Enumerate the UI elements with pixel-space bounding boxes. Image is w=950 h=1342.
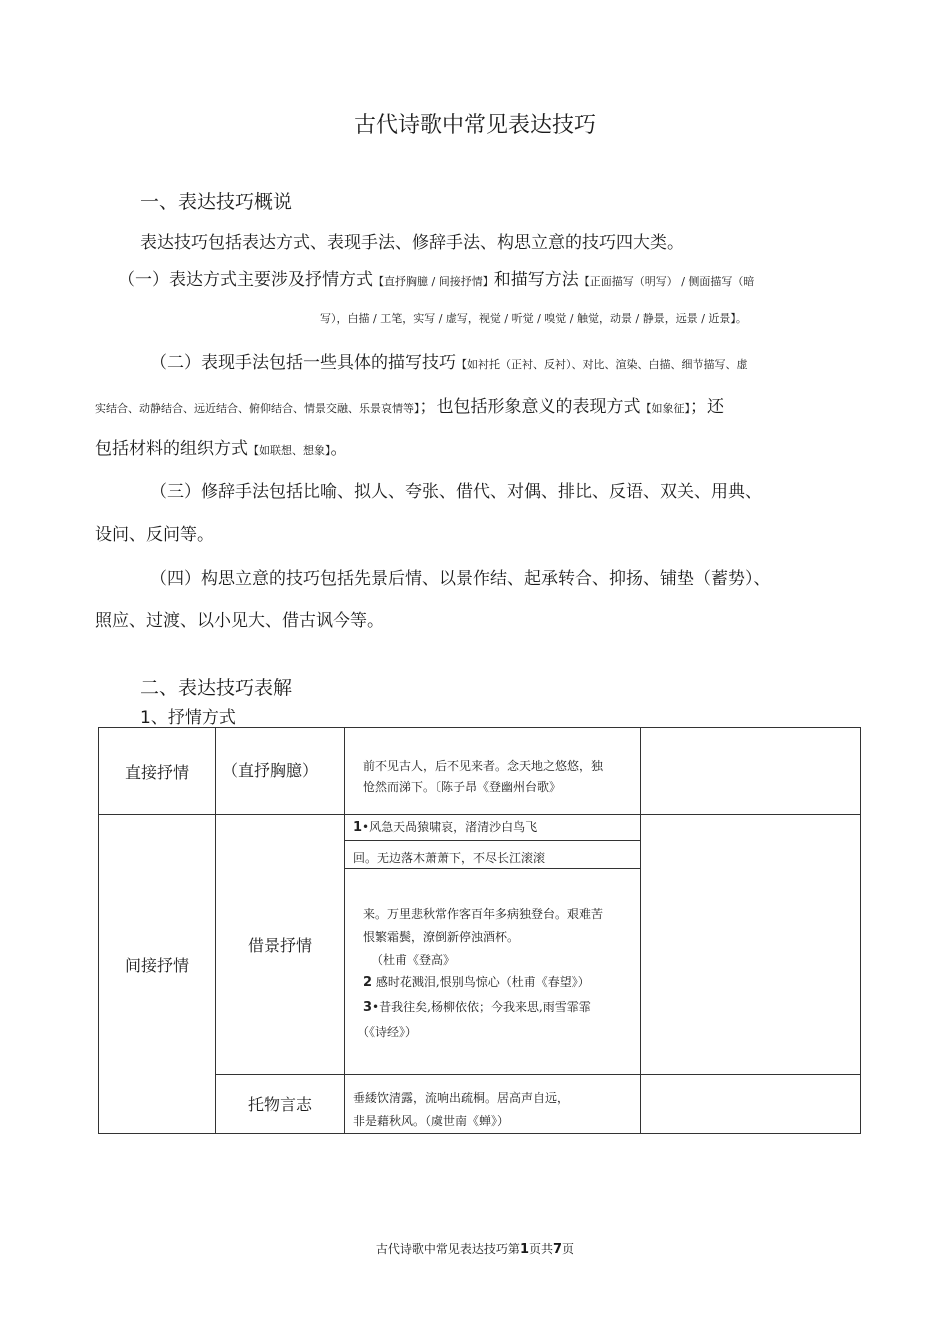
paragraph-4-line-2: 照应、过渡、以小见大、借古讽今等。: [95, 611, 384, 631]
p2-text-f: ；还: [690, 397, 724, 417]
p1-note-d: 【正面描写（明写） / 侧面描写（暗: [578, 275, 755, 288]
lyric-methods-table: [98, 727, 861, 1134]
p1-text-a: （一）表达方式主要涉及抒情方式: [118, 270, 373, 290]
cell-object-empty: [641, 1075, 861, 1134]
scene-example-1-line-1: [345, 815, 640, 841]
section-2-heading: 二、表达技巧表解: [140, 677, 293, 699]
cell-direct-sub: （直抒胸臆）: [216, 728, 345, 815]
cell-object-example: [345, 1075, 641, 1134]
cell-scene-examples: [345, 815, 641, 1075]
ex1-line-1-text: •风急天咼猿啸哀，渚清沙白鸟飞: [362, 820, 538, 834]
footer-page-number: 1: [519, 1242, 529, 1257]
paragraph-1-line-2: 写），白描 / 工笔，实写 / 虚写，视觉 / 听觉 / 嗅觉 / 触觉，动景 / 静景，远景 / 近景】。: [320, 312, 747, 325]
subsection-heading: 1、抒情方式: [140, 708, 236, 728]
ex3-number: 3: [363, 1000, 373, 1016]
paragraph-3-line-1: （三）修辞手法包括比喻、拟人、夸张、借代、对偶、排比、反语、双关、用典、: [150, 482, 762, 502]
footer-total-pages: 7: [553, 1242, 563, 1257]
paragraph-2-line-3: [95, 434, 348, 459]
intro-paragraph: 表达技巧包括表达方式、表现手法、修辞手法、构思立意的技巧四大类。: [140, 233, 684, 253]
ex2-number: 2: [363, 975, 373, 991]
ex3-line-2: （《诗经》）: [357, 1024, 418, 1039]
paragraph-4-line-1: （四）构思立意的技巧包括先景后情、以景作结、起承转合、抑扬、铺垫（蓄势）、: [150, 569, 771, 589]
ex1-line-5: （杜甫《登高》: [371, 952, 456, 967]
paragraph-3-line-2: 设问、反问等。: [95, 525, 214, 545]
ex2-text: 感时花溅泪,恨别鸟惊心（杜甫《春望》）: [375, 975, 590, 990]
cell-direct: 直接抒情: [99, 728, 216, 815]
ex1-line-3: 来。万里悲秋常作客百年多病独登台。艰难苦: [363, 907, 604, 921]
ex1-line-4: 恨繁霜鬓，潦倒新停浊酒杯。: [363, 929, 520, 944]
object-example-line-1: 垂緌饮清露，流响出疏桐。居高声自远，: [353, 1091, 570, 1105]
cell-direct-empty: [641, 728, 861, 815]
scene-example-2: [363, 971, 632, 996]
table-row-scene: [99, 815, 861, 1075]
direct-example-line-1: 前不见古人，后不见来者。念天地之悠悠，独: [363, 759, 604, 773]
cell-object: 托物言志: [216, 1075, 345, 1134]
cell-scene-empty: [641, 815, 861, 1075]
footer-text-c: 页: [562, 1242, 575, 1256]
scene-example-1-rest: [345, 869, 640, 1044]
ex1-number: 1: [353, 820, 363, 835]
cell-indirect: 间接抒情: [99, 815, 216, 1134]
object-example-line-2: 非是藉秋风。（虞世南《蝉》）: [353, 1113, 510, 1128]
scene-example-3: [363, 996, 632, 1021]
scene-example-1-line-2: 回。无边落木萧萧下，不尽长江滚滚: [345, 841, 640, 869]
p1-note-b: 【直抒胸臆 / 间接抒情】: [373, 275, 494, 288]
p2-note-b: 【如衬托（正衬、反衬）、对比、渲染、白描、细节描写、虚: [456, 358, 748, 371]
direct-example-line-2: 怆然而涕下。〔陈子昂《登幽州台歌》: [363, 780, 562, 794]
cell-direct-example: [345, 728, 641, 815]
cell-scene: 借景抒情: [216, 815, 345, 1075]
p1-text-c: 和描写方法: [493, 270, 579, 290]
p2-text-a-real: （二）表现手法包括一些具体的描写技巧: [150, 353, 456, 373]
p2-text-i: 。: [330, 439, 348, 459]
paragraph-2-line-2: [95, 392, 724, 417]
footer-text-b: 页共: [528, 1242, 553, 1256]
section-1-heading: 一、表达技巧概说: [140, 191, 293, 213]
p2-text-d: ；也包括形象意义的表现方式: [419, 397, 641, 417]
table-row-direct: [99, 728, 861, 815]
paragraph-2-line-1: [150, 348, 748, 373]
paragraph-1-line-1: [118, 265, 754, 290]
p2-note-e: 【如象征】: [640, 402, 690, 415]
ex3-line-1: •昔我往矣,杨柳依依；今我来思,雨雪霏霏: [372, 1000, 591, 1015]
p2-note-c: 实结合、动静结合、远近结合、俯仰结合、情景交融、乐景哀情等】: [95, 402, 420, 415]
page-footer: [0, 1240, 950, 1257]
footer-text-a: 古代诗歌中常见表达技巧第: [375, 1242, 520, 1256]
p2-note-h: 【如联想、想象】: [248, 444, 331, 457]
p2-text-g: 包括材料的组织方式: [95, 439, 248, 459]
document-title: 古代诗歌中常见表达技巧: [353, 113, 596, 138]
